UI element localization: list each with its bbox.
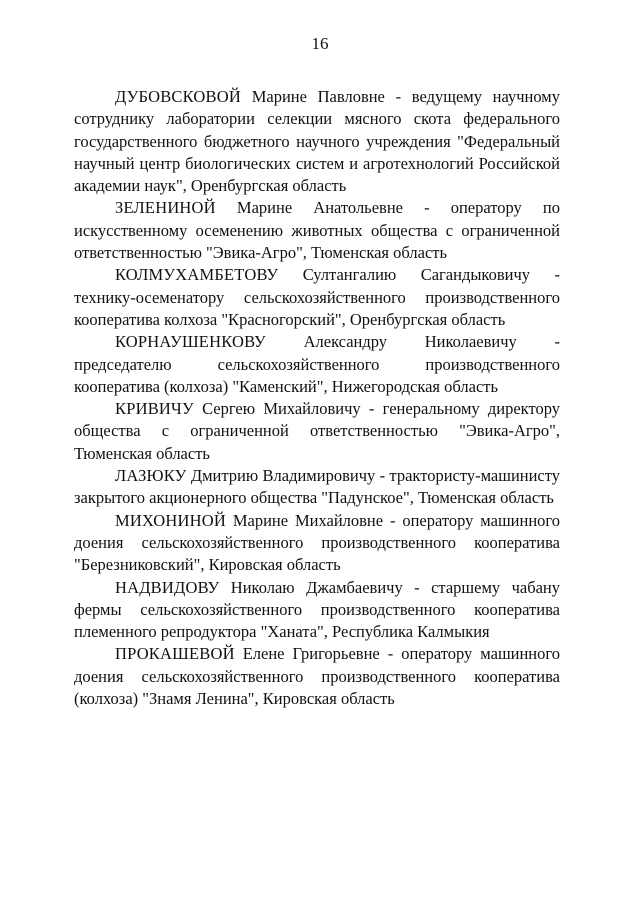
list-item [74, 86, 560, 197]
surname: НАДВИДОВУ [115, 577, 220, 597]
list-item [74, 643, 560, 710]
surname: ПРОКАШЕВОЙ [115, 644, 235, 664]
surname: КОЛМУХАМБЕТОВУ [115, 265, 279, 285]
surname: ЛАЗЮКУ [115, 466, 187, 486]
entry-text: Марине Анатольевне - оператору по искусственному осеменению животных общества с ограниченной ответственностью "Эвика-Агро", Тюменская область [74, 198, 561, 263]
list-item [74, 577, 560, 644]
list-item [74, 264, 560, 331]
surname: ДУБОВСКОВОЙ [115, 87, 241, 106]
entry-text: Елене Григорьевне - оператору машинного доения сельскохозяйственного производственного кооператива (колхоза) "Знамя Ленина", Кировская область [74, 644, 560, 709]
entry-text: Марине Павловне - ведущему научному сотруднику лаборатории селекции мясного скота федерального государственного бюджетного научного учреждения "Федеральный научный центр биологических систем и агротехнологий Российской академии наук", Оренбургская область [74, 87, 561, 196]
page-number: 16 [311, 34, 329, 53]
surname: МИХОНИНОЙ [115, 510, 226, 530]
entry-text: Александру Николаевичу - председателю сельскохозяйственного производственного кооператива (колхоза) "Каменский", Нижегородская область [74, 332, 560, 396]
list-item [74, 398, 560, 465]
list-item [74, 197, 560, 264]
entry-text: Сергею Михайловичу - генеральному директору общества с ограниченной ответственностью "Эвика-Агро", Тюменская область [74, 399, 561, 463]
surname: КРИВИЧУ [115, 399, 194, 419]
list-item [74, 331, 560, 398]
entry-text: Марине Михайловне - оператору машинного доения сельскохозяйственного производственного кооператива "Березниковский", Кировская область [74, 510, 561, 575]
surname: ЗЕЛЕНИНОЙ [115, 198, 216, 218]
entry-text: Николаю Джамбаевичу - старшему чабану фермы сельскохозяйственного производственного кооператива племенного репродуктора "Ханата", Республика Калмыкия [74, 577, 561, 642]
list-item [74, 510, 560, 577]
entry-text: Султангалию Сагандыковичу - технику-осеменатору сельскохозяйственного производственного кооператива колхоза "Красногорский", Оренбургская область [74, 265, 560, 329]
entry-text: Дмитрию Владимировичу - трактористу-машинисту закрытого акционерного общества "Падунское", Тюменская область [74, 466, 560, 508]
award-list [74, 86, 560, 710]
list-item [74, 465, 560, 510]
surname: КОРНАУШЕНКОВУ [115, 332, 266, 352]
